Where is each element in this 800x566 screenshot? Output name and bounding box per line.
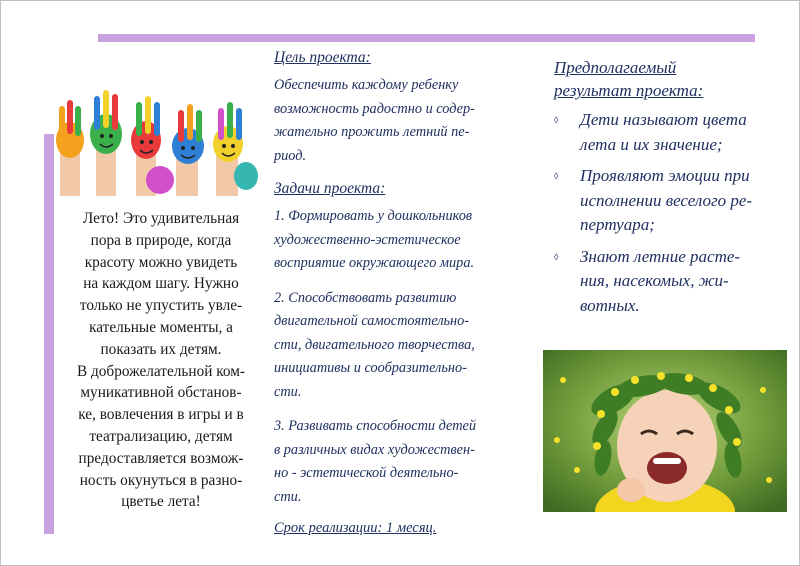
task-line: но - эстетической деятельно- (274, 465, 459, 481)
task-line: сти. (274, 488, 302, 505)
goal-line: жательно прожить летний пе- (274, 124, 470, 140)
diamond-bullet-icon: ◊ (554, 171, 559, 181)
result-line: исполнении веселого ре- (580, 190, 753, 210)
project-goals-column (274, 48, 524, 537)
result-line: ния, насекомых, жи- (580, 271, 729, 290)
tasks-heading: Задачи проекта: (274, 180, 386, 197)
intro-line: пора в природе, когда (90, 231, 232, 249)
deadline-text: Срок реализации: 1 месяц. (274, 520, 437, 536)
intro-line: кательные моменты, а (89, 318, 233, 336)
expected-results-column (554, 56, 790, 325)
task-line: инициативы и сообразительно- (274, 360, 467, 376)
task-line: сти. (274, 383, 302, 400)
intro-line: красоту можно увидеть (84, 253, 238, 271)
results-heading (554, 56, 790, 102)
goal-text (274, 74, 524, 168)
goal-line: риод. (274, 147, 307, 164)
task-line: в различных видах художествен- (274, 441, 475, 458)
intro-line: предоставляется возмож- (78, 449, 244, 467)
left-accent-bar (44, 134, 54, 534)
result-item (554, 245, 790, 319)
intro-line: Лето! Это удивительная (82, 210, 240, 227)
intro-line: показать их детям. (100, 340, 222, 358)
intro-line: цветье лета! (121, 493, 201, 511)
task-line: 3. Развивать способности детей (274, 418, 477, 434)
painted-hands-photo (56, 88, 260, 196)
intro-line: В доброжелательной ком- (76, 362, 246, 380)
intro-line: только не упустить увле- (79, 297, 243, 315)
intro-line: на каждом шагу. Нужно (83, 275, 239, 293)
top-accent-bar (98, 34, 755, 42)
task-line: художественно-эстетическое (274, 231, 461, 248)
task-item (274, 287, 524, 405)
intro-text (56, 208, 266, 513)
intro-line: театрализацию, детям (89, 427, 233, 445)
result-line: пертуара; (580, 215, 655, 234)
task-line: сти, двигательного творчества, (274, 336, 475, 353)
intro-line: ность окунуться в разно- (79, 471, 243, 489)
result-item (554, 164, 790, 238)
intro-line: муникативной обстанов- (80, 384, 242, 402)
task-line: 2. Способствовать развитию (274, 289, 457, 306)
intro-line: ке, вовлечения в игры и в (78, 406, 244, 424)
goal-line: возможность радостно и содер- (274, 100, 475, 117)
results-heading-line: Предполагаемый (554, 58, 677, 77)
task-item (274, 415, 524, 509)
result-line: Проявляют эмоции при (580, 166, 750, 185)
result-line: лета и их значение; (580, 134, 723, 154)
task-line: 1. Формировать у дошкольников (274, 208, 473, 224)
result-item (554, 108, 790, 157)
result-line: Дети называют цвета (580, 110, 747, 129)
task-line: двигательной самостоятельно- (274, 313, 470, 329)
result-line: Знают летние расте- (580, 246, 741, 266)
goal-line: Обеспечить каждому ребенку (274, 77, 459, 93)
goal-heading: Цель проекта: (274, 49, 371, 66)
results-heading-line: результат проекта: (554, 81, 704, 100)
child-flower-wreath-photo (543, 350, 787, 512)
diamond-bullet-icon: ◊ (554, 115, 559, 125)
task-item (274, 205, 524, 276)
diamond-bullet-icon: ◊ (554, 251, 559, 262)
task-line: восприятие окружающего мира. (274, 255, 475, 271)
result-line: вотных. (580, 295, 640, 315)
